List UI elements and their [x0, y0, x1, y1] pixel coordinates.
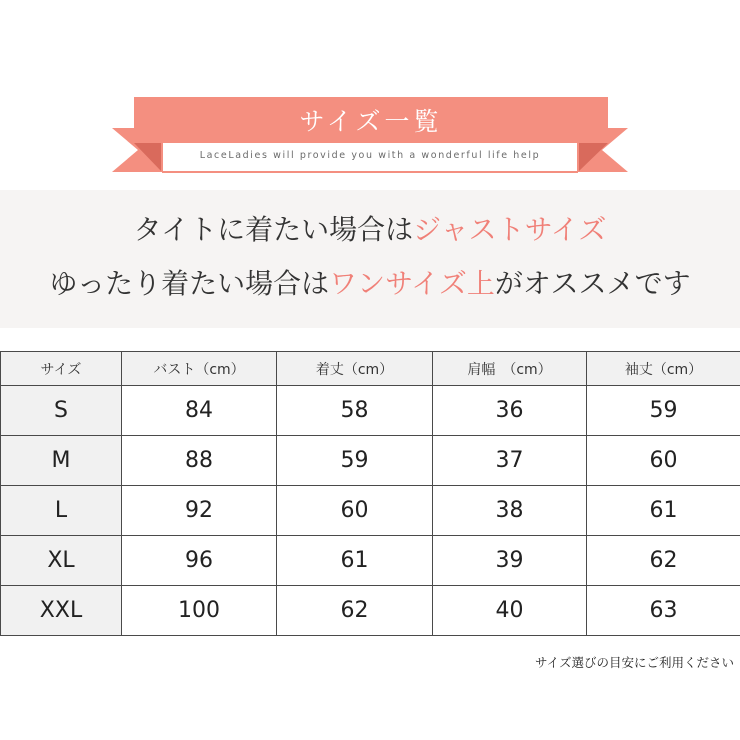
length-value: 58: [277, 386, 433, 436]
advice-line-tight: [0, 208, 740, 248]
table-row: [1, 386, 740, 436]
sleeve-value: 62: [587, 536, 740, 586]
sleeve-value: 63: [587, 586, 740, 636]
bust-value: 88: [122, 436, 277, 486]
size-label: XXL: [1, 586, 122, 636]
size-label: XL: [1, 536, 122, 586]
bust-value: 92: [122, 486, 277, 536]
length-value: 59: [277, 436, 433, 486]
sleeve-value: 59: [587, 386, 740, 436]
column-header-bust: バスト（cm）: [122, 352, 277, 386]
advice-text: ゆったり着たい場合は: [49, 267, 330, 300]
shoulder-value: 39: [433, 536, 587, 586]
advice-text: タイトに着たい場合は: [133, 213, 414, 246]
advice-line-loose: [0, 262, 740, 302]
bust-value: 84: [122, 386, 277, 436]
advice-highlight: ワンサイズ上: [329, 267, 495, 300]
sleeve-value: 60: [587, 436, 740, 486]
length-value: 60: [277, 486, 433, 536]
shoulder-value: 40: [433, 586, 587, 636]
size-guide-note: サイズ選びの目安にご利用ください: [534, 655, 734, 670]
size-label: M: [1, 436, 122, 486]
table-row: [1, 536, 740, 586]
column-header-shoulder: 肩幅 （cm）: [433, 352, 587, 386]
column-header-sleeve: 袖丈（cm）: [587, 352, 740, 386]
column-header-length: 着丈（cm）: [277, 352, 433, 386]
table-row: [1, 436, 740, 486]
bust-value: 100: [122, 586, 277, 636]
length-value: 61: [277, 536, 433, 586]
advice-highlight: ジャストサイズ: [413, 213, 607, 246]
shoulder-value: 36: [433, 386, 587, 436]
column-header-size: サイズ: [1, 352, 122, 386]
size-table: [0, 351, 740, 636]
fit-advice-panel: [0, 190, 740, 328]
sleeve-value: 61: [587, 486, 740, 536]
bust-value: 96: [122, 536, 277, 586]
shoulder-value: 38: [433, 486, 587, 536]
table-row: [1, 586, 740, 636]
length-value: 62: [277, 586, 433, 636]
advice-text: がオススメです: [494, 267, 691, 300]
size-label: L: [1, 486, 122, 536]
page-title: サイズ一覧: [299, 107, 443, 136]
shoulder-value: 37: [433, 436, 587, 486]
size-label: S: [1, 386, 122, 436]
ribbon-subtitle: LaceLadies will provide you with a wonderful life help: [199, 150, 541, 161]
table-header-row: [1, 352, 740, 386]
title-ribbon: [0, 0, 740, 190]
table-row: [1, 486, 740, 536]
